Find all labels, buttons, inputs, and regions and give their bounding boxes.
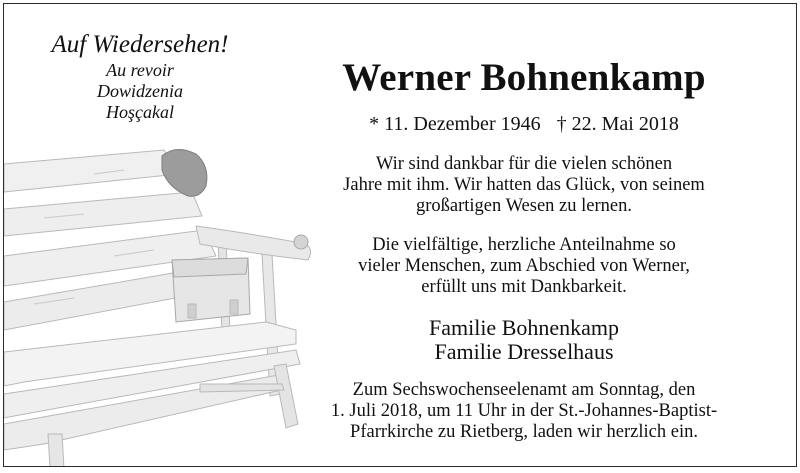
farewell-line-turkish: Hoşçakal xyxy=(106,102,174,122)
deceased-name: Werner Bohnenkamp xyxy=(342,56,706,99)
family-name: Familie Dresselhaus xyxy=(434,339,614,364)
farewell-main: Auf Wiedersehen! xyxy=(51,31,229,58)
bench-illustration-drawing xyxy=(4,149,311,467)
gratitude-line: Wir sind dankbar für die vielen schönen xyxy=(375,154,673,174)
sympathy-line: Die vielfältige, herzliche Anteilnahme so xyxy=(372,235,676,255)
sympathy-line: erfüllt uns mit Dankbarkeit. xyxy=(421,277,627,297)
invitation-line: 1. Juli 2018, um 11 Uhr in der St.-Johannes-Baptist- xyxy=(330,401,718,421)
death-date: † 22. Mai 2018 xyxy=(556,113,679,135)
farewell-line-polish: Dowidzenia xyxy=(96,81,183,101)
gratitude-paragraph xyxy=(319,154,729,217)
obituary-card xyxy=(3,3,797,467)
gratitude-line: Jahre mit ihm. Wir hatten das Glück, von seinem xyxy=(343,175,705,195)
invitation-line: Pfarrkirche zu Rietberg, laden wir herzlich ein. xyxy=(350,422,698,442)
family-signatures xyxy=(319,316,729,364)
mass-invitation xyxy=(319,380,729,443)
sympathy-paragraph xyxy=(319,235,729,298)
sympathy-line: vieler Menschen, zum Abschied von Werner, xyxy=(358,256,690,276)
farewell-line-french: Au revoir xyxy=(106,60,174,80)
gratitude-line: großartigen Wesen zu lernen. xyxy=(416,196,632,216)
birth-date: * 11. Dezember 1946 xyxy=(369,113,541,135)
farewell-block xyxy=(4,30,276,123)
family-name: Familie Bohnenkamp xyxy=(428,315,620,340)
life-dates xyxy=(319,112,729,136)
obituary-text xyxy=(319,56,729,443)
invitation-line: Zum Sechswochenseelenamt am Sonntag, den xyxy=(352,380,696,400)
